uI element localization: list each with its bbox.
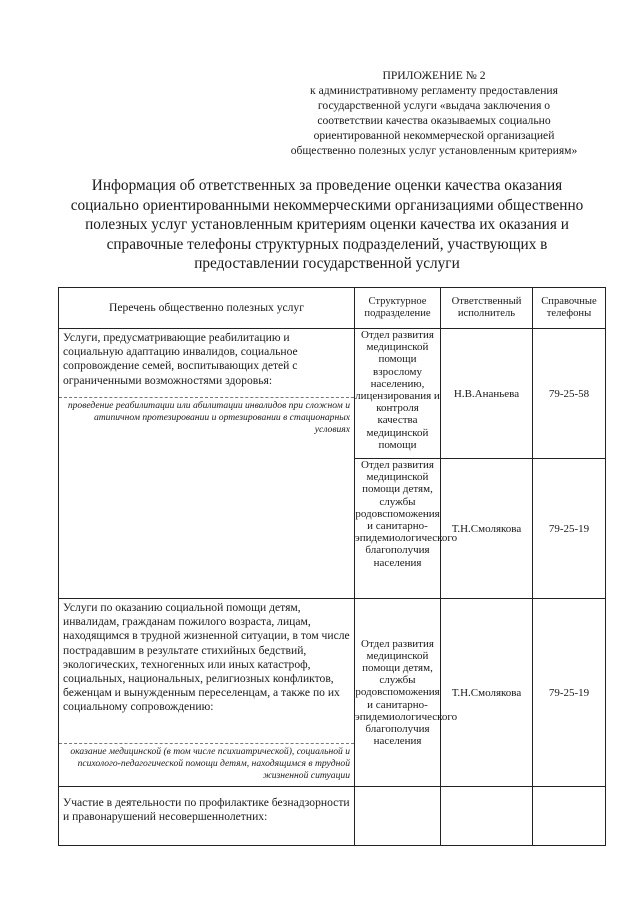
table-row — [59, 787, 606, 846]
appendix-line: общественно полезных услуг установленным критериям» — [290, 144, 578, 157]
header-services: Перечень общественно полезных услуг — [59, 288, 355, 329]
heading-line: Информация об ответственных за проведение оценки качества оказания — [91, 177, 563, 194]
table-header-row — [59, 288, 606, 329]
service-cell — [59, 329, 355, 599]
phone-cell: 79-25-58 — [533, 329, 606, 459]
service-title: Услуги по оказанию социальной помощи детям, инвалидам, гражданам пожилого возраста, лицам, находящимся в трудной жизненной ситуации, в том числе пострадавшим в результате стихийных бедствий, экологических, техногенных или иных катастроф, социальных, национальных, религиозных конфликтов, беженцам и вынужденным переселенцам, а также по их социальному сопровождению: — [63, 601, 350, 714]
document-heading — [60, 176, 594, 274]
services-table — [58, 287, 606, 846]
unit-cell: Отдел развития медицинской помощи детям, службы родовспоможения и санитарно-эпидемиологического благополучия населения — [355, 599, 441, 787]
unit-cell: Отдел развития медицинской помощи взрослому населению, лицензирования и контроля качества медицинской помощи — [355, 329, 441, 459]
unit-cell — [355, 787, 441, 846]
service-title: Участие в деятельности по профилактике безнадзорности и правонарушений несовершеннолетних: — [63, 796, 350, 824]
service-title: Услуги, предусматривающие реабилитацию и социальную адаптацию инвалидов, социальное сопровождение семей, воспитывающих детей с ограниченными возможностями здоровья: — [63, 331, 298, 387]
heading-line: социально ориентированными некоммерческими организациями общественно — [70, 196, 584, 214]
heading-line: полезных услуг установленным критериям оценки качества их оказания и — [85, 216, 569, 234]
appendix-line: к административному регламенту предоставления — [310, 84, 558, 97]
service-subitem: проведение реабилитации или абилитации инвалидов при сложном и атипичном протезировании и ортезировании в стационарных условиях — [59, 397, 354, 440]
service-subitem: оказание медицинской (в том числе психиатрической), социальной и психолого-педагогической помощи детям, находящимся в трудной жизненной ситуации — [59, 743, 354, 786]
person-cell: Т.Н.Смолякова — [441, 599, 533, 787]
header-phone: Справочные телефоны — [533, 288, 606, 329]
appendix-line: ориентированной некоммерческой организацией — [313, 129, 555, 142]
heading-line: предоставлении государственной услуги — [194, 255, 460, 273]
header-person: Ответственный исполнитель — [441, 288, 533, 329]
appendix-title: ПРИЛОЖЕНИЕ № 2 — [382, 69, 486, 82]
appendix-block — [264, 68, 604, 158]
unit-cell: Отдел развития медицинской помощи детям, службы родовспоможения и санитарно-эпидемиологического благополучия населения — [355, 459, 441, 599]
phone-cell — [533, 787, 606, 846]
phone-cell: 79-25-19 — [533, 599, 606, 787]
person-cell: Н.В.Ананьева — [441, 329, 533, 459]
service-cell — [59, 599, 355, 787]
person-cell: Т.Н.Смолякова — [441, 459, 533, 599]
appendix-line: соответствии качества оказываемых социально — [317, 114, 551, 127]
appendix-line: государственной услуги «выдача заключения о — [317, 99, 551, 112]
service-cell — [59, 787, 355, 846]
table-row — [59, 329, 606, 459]
person-cell — [441, 787, 533, 846]
heading-line: справочные телефоны структурных подразделений, участвующих в — [106, 235, 548, 253]
table-row — [59, 599, 606, 787]
phone-cell: 79-25-19 — [533, 459, 606, 599]
header-unit: Структурное подразделение — [355, 288, 441, 329]
